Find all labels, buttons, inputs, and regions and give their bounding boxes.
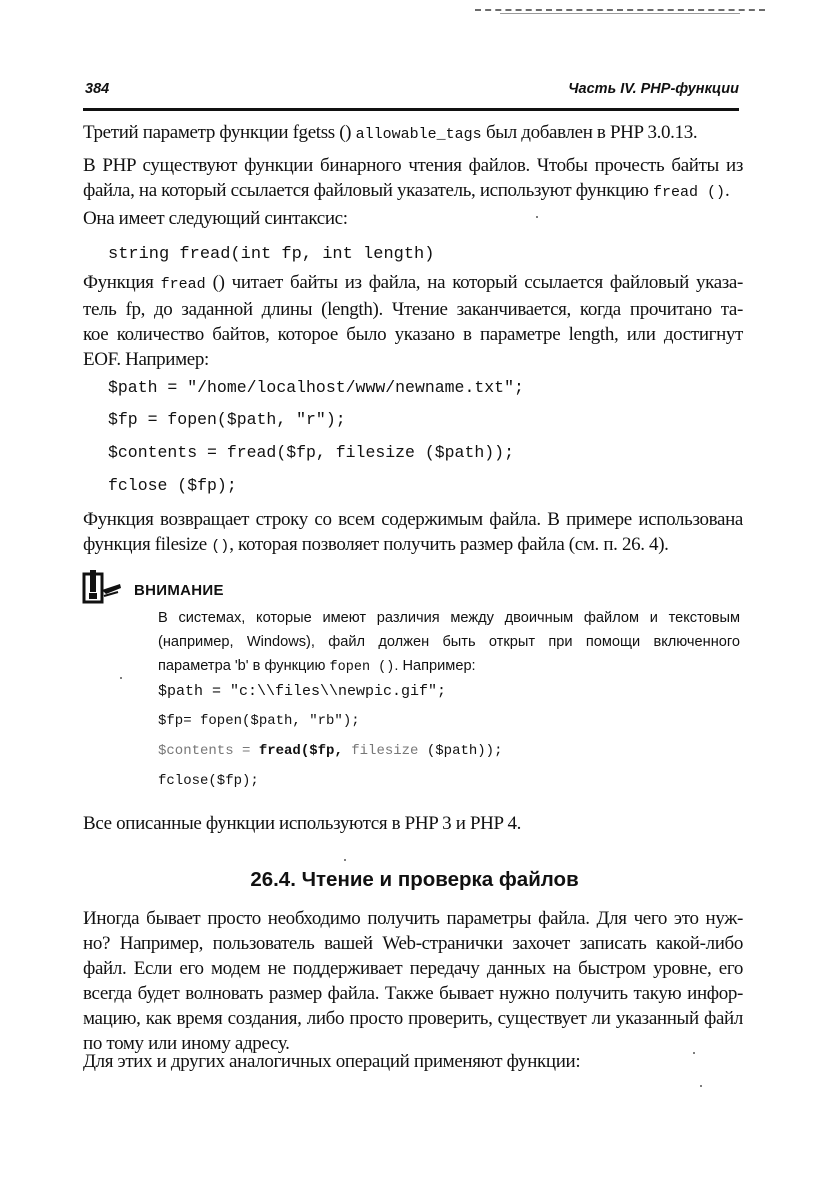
- paragraph-intro: [83, 906, 743, 1056]
- paragraph-line: файл. Если его модем не поддерживает передачу данных на быстром уровне, его: [83, 958, 743, 979]
- paragraph-line: тель fp, до заданной длины (length). Чтение заканчивается, когда прочитано та-: [83, 299, 743, 320]
- paragraph-line: Функция fread () читает байты из файла, на который ссылается файловый указа-: [83, 272, 743, 293]
- scan-speck: [693, 1052, 695, 1054]
- scan-speck: [120, 677, 122, 679]
- paragraph-line: Для этих и других аналогичных операций применяют функции:: [83, 1051, 581, 1072]
- attention-line: параметра 'b' в функцию fopen (). Например:: [158, 658, 476, 675]
- paragraph-binary-read: [83, 153, 743, 205]
- attention-code-line: $path = "c:\\files\\newpic.gif";: [158, 683, 447, 700]
- example-code-line: fclose ($fp);: [108, 476, 237, 495]
- paragraph-line: мацию, как время создания, либо просто проверить, существует ли указанный файл: [83, 1008, 743, 1029]
- paragraph-line: функция filesize (), которая позволяет получить размер файла (см. п. 26. 4).: [83, 534, 669, 555]
- scan-speck: [344, 859, 346, 861]
- attention-code-line: $fp= fopen($path, "rb");: [158, 713, 360, 729]
- paragraph-line: по тому или иному адресу.: [83, 1033, 290, 1054]
- paragraph-line: Она имеет следующий синтаксис:: [83, 208, 348, 229]
- page-number: 384: [85, 81, 110, 97]
- example-code-line: $path = "/home/localhost/www/newname.txt";: [108, 378, 524, 397]
- paragraph-line: файла, на который ссылается файловый указатель, используют функцию fread ().: [83, 180, 730, 201]
- attention-line: В системах, которые имеют различия между двоичным файлом и текстовым: [158, 610, 740, 626]
- section-heading: 26.4. Чтение и проверка файлов: [250, 868, 579, 891]
- paragraph-line: Функция возвращает строку со всем содержимым файла. В примере использована: [83, 509, 743, 530]
- example-code-line: $contents = fread($fp, filesize ($path));: [108, 443, 514, 462]
- attention-title: ВНИМАНИЕ: [134, 582, 224, 599]
- scan-speck: [536, 216, 538, 218]
- attention-code-line: fclose($fp);: [158, 773, 259, 789]
- paragraph-last: [83, 1049, 743, 1074]
- paragraph-line: кое количество байтов, которое было указано в параметре length, или достигнут: [83, 324, 743, 345]
- paragraph-line: Третий параметр функции fgetss () allowable_tags был добавлен в PHP 3.0.13.: [83, 122, 698, 143]
- scan-artifact-line: [500, 13, 740, 14]
- paragraph-line: но? Например, пользователь вашей Web-странички захочет записать какой-либо: [83, 933, 743, 954]
- paragraph-all-functions: [83, 811, 743, 836]
- attention-line: (например, Windows), файл должен быть открыт при помощи включенного: [158, 634, 740, 650]
- attention-hand-icon: [82, 568, 124, 604]
- paragraph-fgetss: [83, 120, 743, 147]
- attention-code-line: $contents = fread($fp, filesize ($path));: [158, 743, 503, 759]
- paragraph-fread: [83, 270, 743, 372]
- paragraph-line: Все описанные функции используются в PHP 3 и PHP 4.: [83, 813, 521, 834]
- paragraph-line: EOF. Например:: [83, 349, 209, 370]
- syntax-code: string fread(int fp, int length): [108, 245, 435, 264]
- paragraph-line: всегда будет волновать размер файла. Также бывает нужно получить такую инфор-: [83, 983, 743, 1004]
- paragraph-returns: [83, 507, 743, 559]
- paragraph-line: Иногда бывает просто необходимо получить параметры файла. Для чего это нуж-: [83, 908, 743, 929]
- page-header: [83, 80, 739, 111]
- paragraph-line: В PHP существуют функции бинарного чтения файлов. Чтобы прочесть байты из: [83, 155, 743, 176]
- paragraph-syntax: [83, 206, 743, 231]
- running-title: Часть IV. PHP-функции: [568, 81, 739, 97]
- example-code-line: $fp = fopen($path, "r");: [108, 410, 346, 429]
- attention-text: [158, 606, 740, 680]
- scan-speck: [700, 1085, 702, 1087]
- scan-artifact-dashes: [475, 9, 765, 11]
